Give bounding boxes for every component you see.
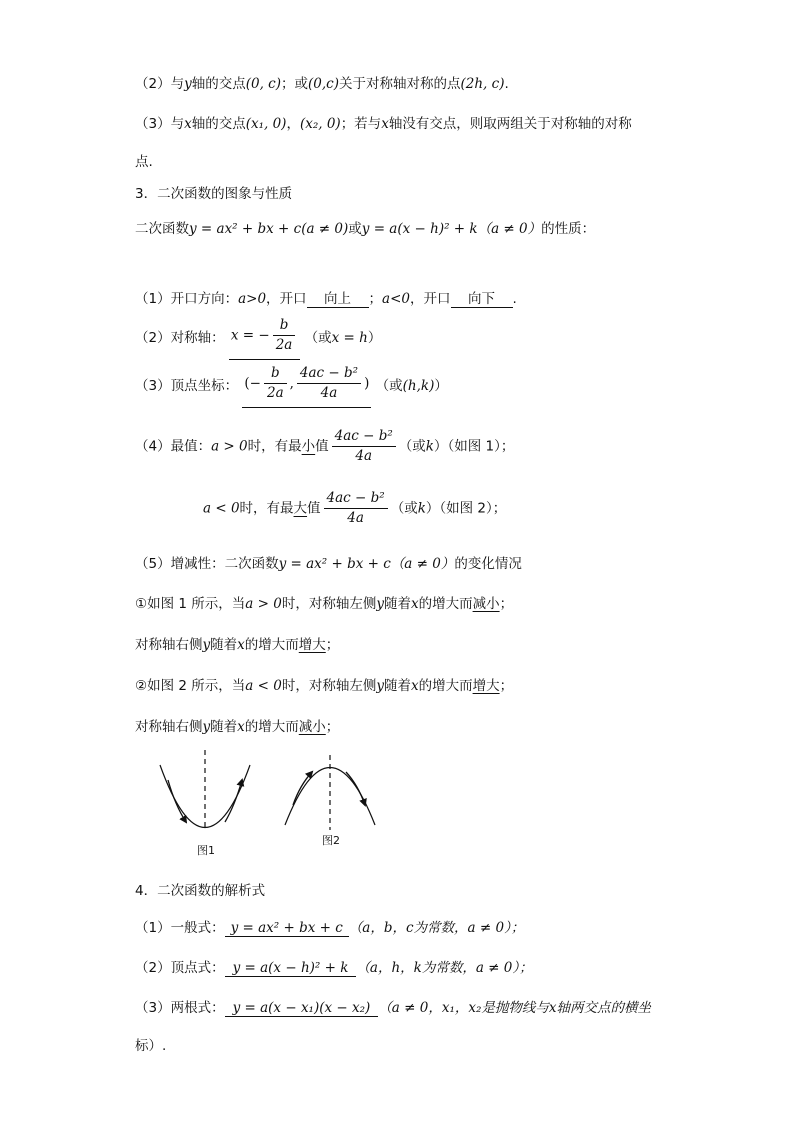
formula-two-roots: （3）两根式： y = a(x − x₁)(x − x₂) （a ≠ 0，x₁，x₂是抛物线与x轴两交点的横坐	[135, 1000, 651, 1016]
property-axis-of-symmetry: （2）对称轴： x = − $\frac{b}{2a}$ （或x = h）	[135, 316, 381, 360]
property-opening-direction: （1）开口方向：a>0，开口 向上 ；a<0，开口 向下 .	[135, 287, 517, 308]
figure-1-upward-parabola	[160, 750, 250, 830]
monotonicity-case-1-right: 对称轴右侧y随着x的增大而增大；	[135, 637, 340, 653]
answer-underline: x = − $\frac{b}{2a}$	[229, 316, 300, 360]
monotonicity-case-2-right: 对称轴右侧y随着x的增大而减小；	[135, 719, 340, 735]
fraction: $\frac{\text{4ac − b²}}{4a}$	[324, 489, 388, 528]
formula-two-roots-cont: 标）.	[135, 1038, 167, 1054]
fraction: $\frac{b}{2a}$	[264, 364, 287, 403]
fraction: $\frac{b}{2a}$	[273, 316, 296, 355]
property-vertex: （3）顶点坐标： (− $\frac{b}{2a}$ , $\frac{\text{4ac − b²}}{4a}$ ) （或(h,k)）	[135, 364, 448, 408]
figure-1-caption: 图1	[197, 844, 215, 857]
answer-blank: 向下	[451, 287, 513, 308]
parabola-figures	[150, 750, 390, 850]
section-3-heading: 3．二次函数的图象与性质	[135, 186, 293, 202]
fraction: $\frac{\text{4ac − b²}}{4a}$	[332, 427, 396, 466]
formula-vertex: （2）顶点式： y = a(x − h)² + k （a，h，k为常数，a ≠ 0）；	[135, 960, 533, 976]
monotonicity-case-1-left: ①如图 1 所示，当a > 0时，对称轴左侧y随着x的增大而减小；	[135, 596, 514, 612]
line-x-intercepts-cont: 点.	[135, 154, 153, 170]
property-monotonicity: （5）增减性：二次函数y = ax² + bx + c（a ≠ 0）的变化情况	[135, 556, 522, 572]
fraction: $\frac{\text{4ac − b²}}{4a}$	[297, 364, 361, 403]
property-extremum-min: （4）最值：a > 0时，有最小值 $\frac{\text{4ac − b²}}{4a}$ （或k）（如图 1）；	[135, 428, 515, 464]
property-extremum-max: a < 0时，有最大值 $\frac{\text{4ac − b²}}{4a}$ （或k）（如图 2）；	[203, 490, 507, 526]
section-4-heading: 4．二次函数的解析式	[135, 883, 266, 899]
figure-2-caption: 图2	[322, 834, 340, 847]
monotonicity-case-2-left: ②如图 2 所示，当a < 0时，对称轴左侧y随着x的增大而增大；	[135, 678, 514, 694]
answer-underline: (− $\frac{b}{2a}$ , $\frac{\text{4ac − b²}}{4a}$ )	[242, 364, 371, 408]
formula-general: （1）一般式： y = ax² + bx + c （a，b，c为常数，a ≠ 0）；	[135, 920, 525, 936]
line-y-intercept: （2）与y轴的交点(0, c)；或(0,c)关于对称轴对称的点(2h, c).	[135, 76, 509, 92]
answer-blank: 向上	[307, 287, 369, 308]
line-x-intercepts: （3）与x轴的交点(x₁, 0)，(x₂, 0)；若与x轴没有交点，则取两组关于对称轴的对称	[135, 116, 632, 132]
figure-2-downward-parabola	[285, 755, 375, 830]
section-3-intro: 二次函数y = ax² + bx + c(a ≠ 0)或y = a(x − h)² + k（a ≠ 0）的性质：	[135, 221, 596, 237]
